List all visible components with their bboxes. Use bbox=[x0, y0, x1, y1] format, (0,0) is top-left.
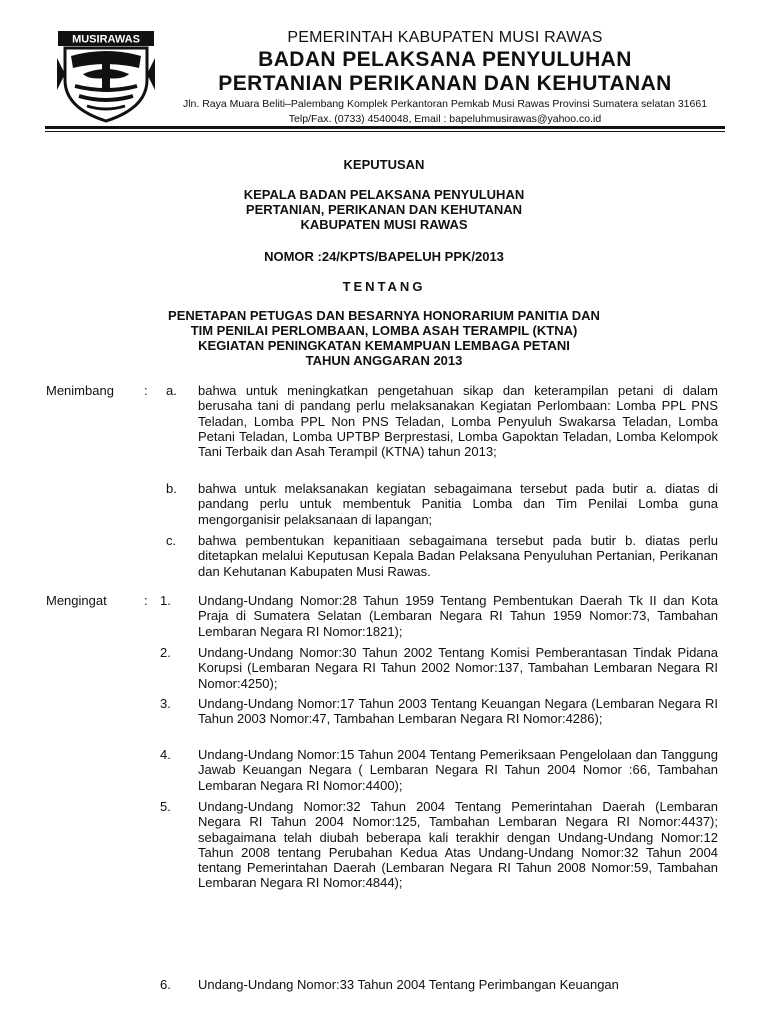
letterhead-government: PEMERINTAH KABUPATEN MUSI RAWAS bbox=[287, 29, 603, 46]
letterhead-rule-thick bbox=[45, 126, 725, 129]
decree-number: NOMOR :24/KPTS/BAPELUH PPK/2013 bbox=[264, 249, 504, 264]
mengingat-mark: 5. bbox=[160, 799, 171, 814]
mengingat-mark: 4. bbox=[160, 747, 171, 762]
letterhead bbox=[160, 28, 730, 126]
decree-title: KEPUTUSAN bbox=[343, 157, 425, 172]
mengingat-item-text: Undang-Undang Nomor:33 Tahun 2004 Tentang Perimbangan Keuangan bbox=[198, 977, 619, 992]
mengingat-colon: : bbox=[144, 593, 148, 608]
letterhead-address: Jln. Raya Muara Beliti–Palembang Komplek Perkantoran Pemkab Musi Rawas Provinsi Sumatera selatan 31661 bbox=[182, 98, 708, 110]
mengingat-label: Mengingat bbox=[46, 593, 107, 608]
menimbang-item-text: bahwa untuk melaksanakan kegiatan sebagaimana tersebut pada butir a. diatas di pandang perlu untuk membentuk Panitia Lomba dan Tim Penilai Lomba guna mengorganisir pelaksanaan di lapangan; bbox=[198, 481, 718, 527]
mengingat-item-text: Undang-Undang Nomor:32 Tahun 2004 Tentang Pemerintahan Daerah (Lembaran Negara RI Tahun 2004 Nomor:125, Tambahan Lembaran Negara RI Nomor:4437); sebagaimana telah diubah beberapa kali terakhir dengan Undang-Undang Nomor:12 Tahun 2008 tentang Perubahan Kedua Atas Undang-Undang Nomor:32 Tahun 2004 tentang Pemerintahan Daerah (Lembaran Negara RI Tahun 2008 Nomor:59, Tambahan Lembaran Negara RI Nomor:4844); bbox=[198, 799, 718, 891]
menimbang-label: Menimbang bbox=[46, 383, 114, 398]
letterhead-agency-line2: PERTANIAN PERIKANAN DAN KEHUTANAN bbox=[218, 72, 672, 95]
decree-issuer-line: PERTANIAN, PERIKANAN DAN KEHUTANAN bbox=[245, 202, 523, 217]
menimbang-mark: c. bbox=[166, 533, 177, 548]
decree-subject bbox=[0, 308, 768, 368]
decree-issuer-line: KEPALA BADAN PELAKSANA PENYULUHAN bbox=[243, 187, 525, 202]
mengingat-item-text: Undang-Undang Nomor:30 Tahun 2002 Tentang Komisi Pemberantasan Tindak Pidana Korupsi (Lembaran Negara RI Tahun 2002 Nomor:137, Tambahan Lembaran Negara RI Nomor:4250); bbox=[198, 645, 718, 691]
decree-subject-line: PENETAPAN PETUGAS DAN BESARNYA HONORARIUM PANITIA DAN bbox=[168, 308, 600, 323]
menimbang-colon: : bbox=[144, 383, 148, 398]
mengingat-item-text: Undang-Undang Nomor:15 Tahun 2004 Tentang Pemeriksaan Pengelolaan dan Tanggung Jawab Keuangan Negara ( Lembaran Negara RI Tahun 2004 Nomor :66, Tambahan Lembaran Negara RI Nomor:4400); bbox=[198, 747, 718, 793]
letterhead-agency-line1: BADAN PELAKSANA PENYULUHAN bbox=[258, 48, 632, 71]
decree-tentang: TENTANG bbox=[342, 279, 426, 294]
mengingat-mark: 6. bbox=[160, 977, 171, 992]
decree-subject-line: KEGIATAN PENINGKATAN KEMAMPUAN LEMBAGA PETANI bbox=[198, 338, 570, 353]
menimbang-item-text: bahwa untuk meningkatkan pengetahuan sikap dan keterampilan petani di dalam berusaha tani di pandang perlu melaksanakan Kegiatan Perlombaan: Lomba PPL PNS Teladan, Lomba PPL Non PNS Teladan, Lomba Penyuluh Swakarsa Teladan, Lomba Petani Teladan, Lomba UPTBP Berprestasi, Lomba Gapoktan Teladan, Lomba Kelompok Tani Terbaik dan Asah Terampil (KTNA) tahun 2013; bbox=[198, 383, 718, 460]
letterhead-contact: Telp/Fax. (0733) 4540048, Email : bapeluhmusirawas@yahoo.co.id bbox=[288, 113, 602, 125]
mengingat-mark: 3. bbox=[160, 696, 171, 711]
decree-subject-line: TIM PENILAI PERLOMBAAN, LOMBA ASAH TERAMPIL (KTNA) bbox=[190, 323, 578, 338]
menimbang-item-text: bahwa pembentukan kepanitiaan sebagaimana tersebut pada butir b. diatas perlu ditetapkan melalui Keputusan Kepala Badan Pelaksana Penyuluhan Pertanian, Perikanan dan Kehutanan Kabupaten Musi Rawas. bbox=[198, 533, 718, 579]
decree-issuer-line: KABUPATEN MUSI RAWAS bbox=[300, 217, 468, 232]
regency-logo bbox=[53, 28, 159, 124]
musirawas-emblem-icon bbox=[53, 28, 159, 124]
mengingat-item-text: Undang-Undang Nomor:28 Tahun 1959 Tentang Pembentukan Daerah Tk II dan Kota Praja di Sumatera Selatan (Lembaran Negara RI Tahun 1959 Nomor:73, Tambahan Lembaran Negara RI Nomor:1821); bbox=[198, 593, 718, 639]
mengingat-mark: 1. bbox=[160, 593, 171, 608]
logo-text: MUSIRAWAS bbox=[72, 33, 140, 46]
decree-subject-line: TAHUN ANGGARAN 2013 bbox=[305, 353, 463, 368]
letterhead-rule-thin bbox=[45, 131, 725, 132]
mengingat-item-text: Undang-Undang Nomor:17 Tahun 2003 Tentang Keuangan Negara (Lembaran Negara RI Tahun 2003 Nomor:47, Tambahan Lembaran Negara RI Nomor:4286); bbox=[198, 696, 718, 727]
decree-issuer bbox=[0, 187, 768, 232]
mengingat-mark: 2. bbox=[160, 645, 171, 660]
menimbang-mark: b. bbox=[166, 481, 177, 496]
menimbang-mark: a. bbox=[166, 383, 177, 398]
